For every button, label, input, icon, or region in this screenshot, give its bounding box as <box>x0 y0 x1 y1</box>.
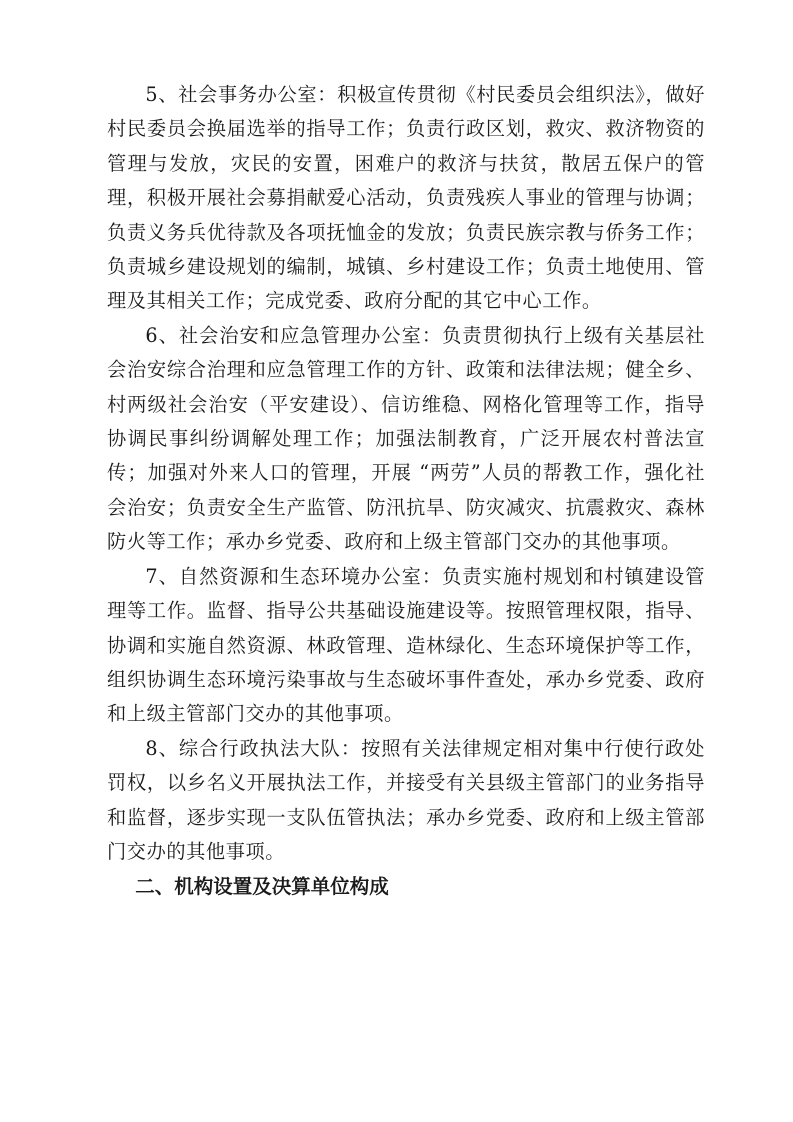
paragraph-public-security-office: 6、社会治安和应急管理办公室：负责贯彻执行上级有关基层社会治安综合治理和应急管理工作的方针、政策和法律法规；健全乡、村两级社会治安（平安建设）、信访维稳、网格化管理等工作，指导协调民事纠纷调解处理工作；加强法制教育，广泛开展农村普法宣传；加强对外来人口的管理，开展 “两劳”人员的帮教工作，强化社会治安；负责安全生产监管、防汛抗旱、防灾减灾、抗震救灾、森林防火等工作；承办乡党委、政府和上级主管部门交办的其他事项。 <box>107 323 705 554</box>
paragraph-natural-resources-office: 7、自然资源和生态环境办公室：负责实施村规划和村镇建设管理等工作。监督、指导公共基础设施建设等。按照管理权限，指导、协调和实施自然资源、林政管理、造林绿化、生态环境保护等工作，组织协调生态环境污染事故与生态破坏事件查处，承办乡党委、政府和上级主管部门交办的其他事项。 <box>107 564 705 726</box>
document-page <box>107 78 705 905</box>
paragraph-law-enforcement-brigade: 8、综合行政执法大队：按照有关法律规定相对集中行使行政处罚权，以乡名义开展执法工作，并接受有关县级主管部门的业务指导和监督，逐步实现一支队伍管执法；承办乡党委、政府和上级主管部门交办的其他事项。 <box>107 736 705 863</box>
paragraph-social-affairs-office: 5、社会事务办公室：积极宣传贯彻《村民委员会组织法》，做好村民委员会换届选举的指导工作；负责行政区划，救灾、救济物资的管理与发放，灾民的安置，困难户的救济与扶贫，散居五保户的管理，积极开展社会募捐献爱心活动，负责残疾人事业的管理与协调；负责义务兵优待款及各项抚恤金的发放；负责民族宗教与侨务工作；负责城乡建设规划的编制，城镇、乡村建设工作；负责土地使用、管理及其相关工作；完成党委、政府分配的其它中心工作。 <box>107 83 705 313</box>
section-heading: 二、机构设置及决算单位构成 <box>135 875 389 899</box>
